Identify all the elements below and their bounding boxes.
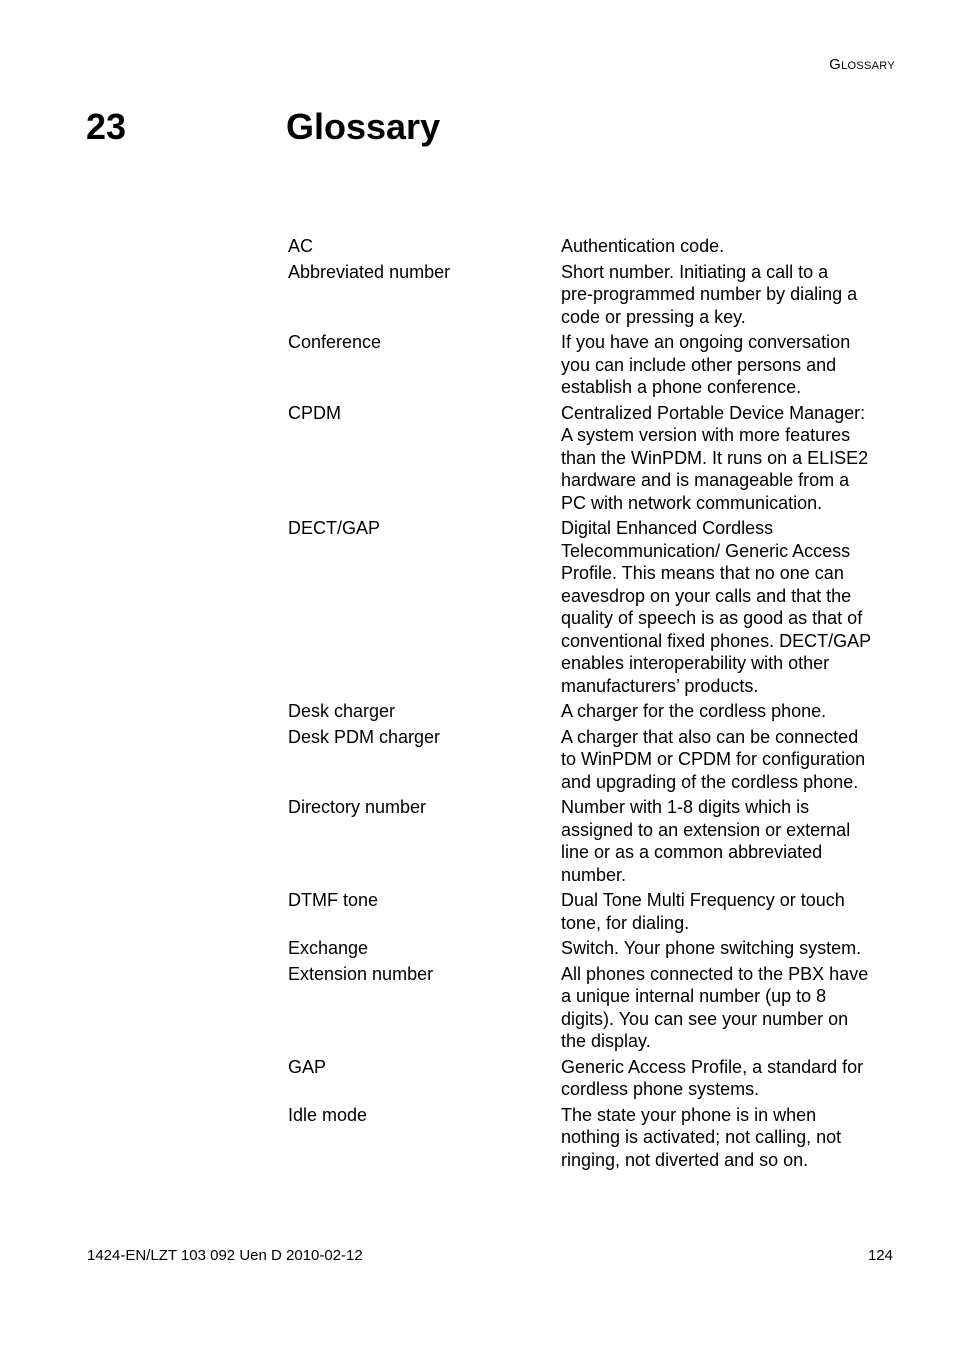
definition-line: Telecommunication/ Generic Access [561,540,851,561]
definition-line: manufacturers’ products. [561,675,759,696]
glossary-term: Desk charger [288,701,396,721]
glossary-term: Directory number [288,797,427,817]
definition-line: enables interoperability with other [561,653,830,673]
definition-line: establish a phone conference. [561,377,802,397]
glossary-term: DECT/GAP [288,518,381,538]
footer-document-id: 1424-EN/LZT 103 092 Uen D 2010-02-12 [87,1247,363,1264]
definition-line: conventional fixed phones. DECT/GAP [561,630,872,651]
definition-line: the display. [561,1031,651,1051]
definition-line: Number with 1-8 digits which is [561,797,810,817]
glossary-definition [561,1104,894,1172]
glossary-term: CPDM [288,402,341,423]
glossary-definition [561,235,894,258]
footer-page-number: 124 [867,1247,893,1264]
definition-line: pre-programmed number by dialing a [561,284,858,304]
glossary-entry [288,889,898,934]
glossary-definition [561,1056,894,1101]
glossary-term: AC [288,236,314,256]
definition-line: digits). You can see your number on [561,1008,849,1029]
definition-line: cordless phone systems. [561,1079,760,1099]
definition-line: All phones connected to the PBX have [561,963,869,984]
definition-line: A charger that also can be connected [561,726,859,747]
glossary-entry [288,796,898,886]
glossary-definition [561,402,894,515]
definition-line: quality of speech is as good as that of [561,608,863,628]
glossary-entry [288,937,898,960]
glossary-term: Extension number [288,963,434,984]
glossary-entry [288,517,898,697]
definition-line: you can include other persons and [561,354,837,375]
definition-line: The state your phone is in when [561,1104,817,1125]
definition-line: Digital Enhanced Cordless [561,518,774,538]
definition-line: ringing, not diverted and so on. [561,1149,809,1170]
glossary-term: Abbreviated number [288,261,451,282]
definition-line: than the WinPDM. It runs on a ELISE2 [561,447,869,468]
definition-line: Dual Tone Multi Frequency or touch [561,890,845,910]
definition-line: Switch. Your phone switching system. [561,938,862,958]
definition-line: line or as a common abbreviated [561,842,823,862]
definition-line: assigned to an extension or external [561,819,851,840]
glossary-entry [288,402,898,515]
definition-line: Short number. Initiating a call to a [561,261,829,282]
definition-line: a unique internal number (up to 8 [561,986,827,1006]
glossary-term: DTMF tone [288,890,379,910]
glossary-definition [561,796,894,886]
definition-line: Generic Access Profile, a standard for [561,1056,864,1077]
glossary-definition [561,517,894,697]
running-header: Glossary [829,56,895,73]
glossary-entry [288,1056,898,1101]
definition-line: If you have an ongoing conversation [561,332,851,352]
definition-line: A charger for the cordless phone. [561,701,827,721]
definition-line: Authentication code. [561,236,725,256]
glossary-term: Idle mode [288,1104,368,1125]
glossary-definition [561,261,894,329]
glossary-entry [288,700,898,723]
chapter-number: 23 [86,106,127,147]
chapter-title: Glossary [286,106,441,147]
glossary-definition [561,889,894,934]
definition-line: A system version with more features [561,425,851,445]
definition-line: tone, for dialing. [561,912,690,933]
glossary-definition [561,937,894,960]
glossary-entry [288,963,898,1053]
definition-line: eavesdrop on your calls and that the [561,585,852,606]
definition-line: number. [561,864,627,885]
definition-line: PC with network communication. [561,492,823,513]
glossary-term: GAP [288,1056,327,1077]
glossary-list [288,235,898,1174]
glossary-entry [288,1104,898,1172]
glossary-definition [561,331,894,399]
definition-line: hardware and is manageable from a [561,470,850,490]
definition-line: code or pressing a key. [561,306,746,327]
glossary-entry [288,331,898,399]
definition-line: Profile. This means that no one can [561,563,844,583]
definition-line: nothing is activated; not calling, not [561,1127,842,1147]
glossary-term: Conference [288,332,382,352]
definition-line: Centralized Portable Device Manager: [561,402,866,423]
glossary-entry [288,261,898,329]
glossary-term: Desk PDM charger [288,726,441,747]
glossary-entry [288,235,898,258]
glossary-term: Exchange [288,938,369,958]
glossary-entry [288,726,898,794]
definition-line: to WinPDM or CPDM for configuration [561,749,866,769]
glossary-definition [561,963,894,1053]
glossary-definition [561,700,894,723]
glossary-definition [561,726,894,794]
definition-line: and upgrading of the cordless phone. [561,771,859,792]
